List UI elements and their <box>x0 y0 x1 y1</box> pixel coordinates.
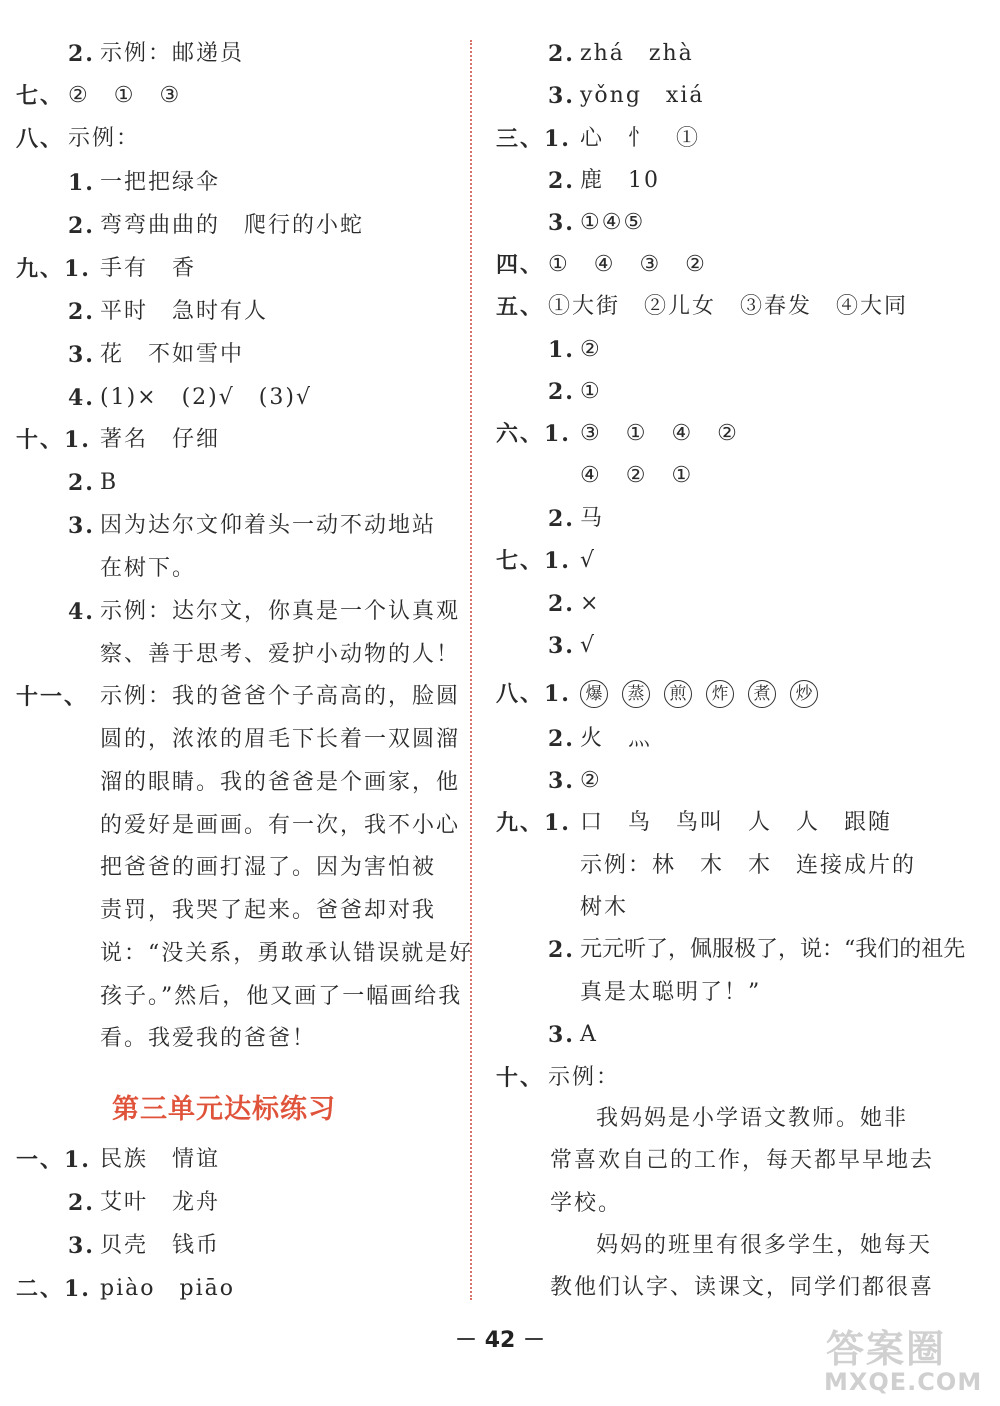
item-number: 七、 <box>16 83 65 109</box>
item-number: 2. <box>548 591 575 617</box>
item-text: 示例： <box>548 1065 621 1090</box>
item-text: × <box>580 591 601 616</box>
watermark-text: 答案圈 <box>826 1327 947 1371</box>
item-text: 一把把绿伞 <box>100 170 221 195</box>
item-number: 2. <box>548 506 575 532</box>
item-text: B <box>100 470 119 495</box>
item-number: 八、1. <box>496 681 571 707</box>
item-text: 教他们认字、读课文，同学们都很喜 <box>550 1275 935 1300</box>
circled-char: 蒸 <box>622 680 650 708</box>
item-number: 九、1. <box>16 256 91 282</box>
item-text: ①④⑤ <box>580 210 646 235</box>
item-text: ③ ① ④ ② <box>580 421 739 446</box>
item-text: 示例：邮递员 <box>100 41 245 66</box>
item-number: 六、1. <box>496 421 571 447</box>
circled-char: 煎 <box>664 680 692 708</box>
item-number: 十、1. <box>16 427 91 453</box>
item-number: 3. <box>68 513 95 539</box>
item-text: 示例：达尔文，你真是一个认真观 <box>100 599 461 624</box>
item-text: 溜的眼睛。我的爸爸是个画家，他 <box>100 770 461 795</box>
item-number: 1. <box>548 337 575 363</box>
column-divider <box>470 40 472 1300</box>
item-text: ② ① ③ <box>68 83 182 108</box>
circled-char: 煮 <box>748 680 776 708</box>
item-text: 火 灬 <box>580 726 653 751</box>
item-number: 一、1. <box>16 1147 91 1173</box>
item-text: (1)× (2)√ (3)√ <box>100 385 312 410</box>
item-text: 因为达尔文仰着头一动不动地站 <box>100 513 437 538</box>
item-text: 责罚，我哭了起来。爸爸却对我 <box>100 898 437 923</box>
item-text: ①大街 ②儿女 ③春发 ④大同 <box>548 294 909 319</box>
item-number: 4. <box>68 385 95 411</box>
item-text: 民族 情谊 <box>100 1147 221 1172</box>
item-text: 把爸爸的画打湿了。因为害怕被 <box>100 855 437 880</box>
item-text: 的爱好是画画。有一次，我不小心 <box>100 813 461 838</box>
item-text: ④ ② ① <box>580 463 694 488</box>
page-number: － 42 － <box>455 1328 545 1353</box>
item-number: 十、 <box>496 1065 545 1091</box>
item-number: 2. <box>548 726 575 752</box>
item-text: 口 鸟 鸟叫 人 人 跟随 <box>580 810 893 835</box>
item-text: 常喜欢自己的工作，每天都早早地去 <box>550 1148 935 1173</box>
item-number: 五、 <box>496 294 545 320</box>
item-number: 三、1. <box>496 126 571 152</box>
item-text: 手有 香 <box>100 256 197 281</box>
item-text: √ <box>580 633 597 658</box>
item-text: 妈妈的班里有很多学生，她每天 <box>596 1233 933 1258</box>
item-number: 3. <box>548 1022 575 1048</box>
item-text: 察、善于思考、爱护小动物的人！ <box>100 642 461 667</box>
item-number: 2. <box>68 41 95 67</box>
item-number: 四、 <box>496 252 545 278</box>
item-text: ② <box>580 768 602 793</box>
item-number: 2. <box>68 1190 95 1216</box>
item-number: 2. <box>548 41 575 67</box>
item-text: 元元听了，佩服极了，说：“我们的祖先 <box>580 937 966 962</box>
item-text: 示例： <box>68 126 141 151</box>
item-text: yǒng xiá <box>580 83 705 108</box>
item-number: 2. <box>548 379 575 405</box>
item-text: 心 忄 ① <box>580 126 701 151</box>
item-text: A <box>580 1022 598 1047</box>
item-text: 贝壳 钱币 <box>100 1233 221 1258</box>
item-text: 艾叶 龙舟 <box>100 1190 221 1215</box>
item-text: 树木 <box>580 895 629 920</box>
item-text: 鹿 10 <box>580 168 660 193</box>
item-number: 2. <box>68 470 95 496</box>
watermark-logo <box>822 1318 992 1400</box>
item-text: ② <box>580 337 602 362</box>
section-title: 第三单元达标练习 <box>112 1094 336 1125</box>
item-text: 孩子。”然后，他又画了一幅画给我 <box>100 984 463 1009</box>
item-text: ① ④ ③ ② <box>548 252 707 277</box>
item-text: 著名 仔细 <box>100 427 221 452</box>
item-text: 在树下。 <box>100 556 197 581</box>
item-text: 示例：林 木 木 连接成片的 <box>580 853 917 878</box>
item-text: 说：“没关系，勇敢承认错误就是好 <box>100 941 474 966</box>
item-text: 示例：我的爸爸个子高高的，脸圆 <box>100 684 461 709</box>
item-number: 二、1. <box>16 1276 91 1302</box>
item-number: 十一、 <box>16 684 89 710</box>
item-number: 3. <box>548 210 575 236</box>
item-text: 圆的，浓浓的眉毛下长着一双圆溜 <box>100 727 461 752</box>
circled-char: 炒 <box>790 680 818 708</box>
circled-chars <box>580 679 832 708</box>
item-number: 3. <box>68 1233 95 1259</box>
item-text: 真是太聪明了！” <box>580 980 762 1005</box>
item-number: 2. <box>548 937 575 963</box>
item-text: 看。我爱我的爸爸！ <box>100 1026 317 1051</box>
item-text: 弯弯曲曲的 爬行的小蛇 <box>100 213 365 238</box>
item-number: 3. <box>548 83 575 109</box>
item-text: piào piāo <box>100 1276 235 1301</box>
item-text: 学校。 <box>550 1191 623 1216</box>
item-number: 3. <box>548 768 575 794</box>
item-text: 马 <box>580 506 605 531</box>
item-text: 平时 急时有人 <box>100 299 269 324</box>
item-text: zhá zhà <box>580 41 694 66</box>
item-text: √ <box>580 548 597 573</box>
watermark-url: MXQE.COM <box>824 1368 983 1396</box>
item-number: 八、 <box>16 126 65 152</box>
item-number: 七、1. <box>496 548 571 574</box>
item-number: 4. <box>68 599 95 625</box>
item-number: 2. <box>68 213 95 239</box>
item-number: 1. <box>68 170 95 196</box>
item-text: 我妈妈是小学语文教师。她非 <box>596 1106 909 1131</box>
circled-char: 炸 <box>706 680 734 708</box>
item-text: ① <box>580 379 602 404</box>
item-number: 3. <box>68 342 95 368</box>
item-number: 2. <box>548 168 575 194</box>
circled-char: 爆 <box>580 680 608 708</box>
item-number: 2. <box>68 299 95 325</box>
item-text: 花 不如雪中 <box>100 342 245 367</box>
item-number: 3. <box>548 633 575 659</box>
item-number: 九、1. <box>496 810 571 836</box>
